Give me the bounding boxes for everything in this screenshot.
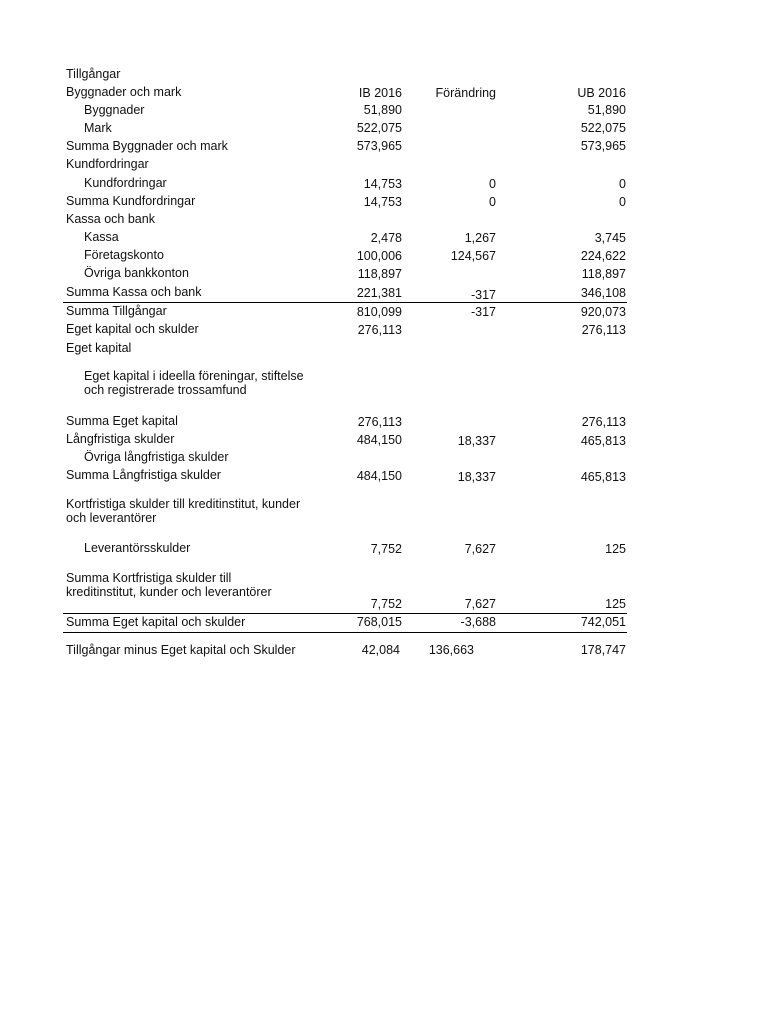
row-label: Mark [84, 121, 112, 135]
multiline-label [66, 571, 272, 599]
row-label: Övriga långfristiga skulder [84, 450, 229, 464]
total-rule [63, 632, 627, 633]
ub-value: 742,051 [580, 615, 626, 629]
ub-value: 3,745 [594, 231, 626, 245]
row-label: Summa Eget kapital [66, 414, 178, 428]
ib-value: 100,006 [356, 249, 402, 263]
ib-value: 522,075 [356, 121, 402, 135]
ib-value: 573,965 [356, 139, 402, 153]
header-ub: UB 2016 [577, 86, 626, 100]
multiline-label [66, 497, 300, 525]
row-label: Leverantörsskulder [84, 541, 191, 555]
ub-value: 0 [619, 177, 626, 191]
row-label: Kundfordringar [66, 157, 149, 171]
row-label: Byggnader och mark [66, 85, 182, 99]
table-row [0, 193, 768, 209]
ib-value: 484,150 [356, 433, 402, 447]
header-ib: IB 2016 [358, 86, 402, 100]
ub-value: 125 [605, 542, 626, 556]
ub-value: 276,113 [581, 415, 626, 429]
table-row [0, 321, 768, 337]
row-label: Byggnader [84, 103, 145, 117]
label-line: kreditinstitut, kunder och leverantörer [66, 585, 272, 599]
sheet-title-row [0, 66, 768, 82]
row-label: Eget kapital [66, 341, 132, 355]
ub-value: 178,747 [580, 643, 626, 657]
label-line: och registrerade trossamfund [84, 383, 247, 397]
change-value: -317 [470, 288, 496, 302]
ib-value: 118,897 [357, 267, 402, 281]
ib-value: 14,753 [363, 195, 402, 209]
table-row [0, 540, 768, 556]
row-label: Summa Kassa och bank [66, 285, 202, 299]
ib-value: 810,099 [356, 305, 402, 319]
row-label: Kundfordringar [84, 176, 167, 190]
change-value: 0 [489, 195, 496, 209]
ub-value: 522,075 [580, 121, 626, 135]
ub-value: 346,108 [580, 286, 626, 300]
row-label: Summa Långfristiga skulder [66, 468, 221, 482]
sheet-title: Tillgångar [66, 67, 121, 81]
row-label: Företagskonto [84, 248, 164, 262]
ub-value: 118,897 [581, 267, 626, 281]
ub-value: 276,113 [581, 323, 626, 337]
table-row [0, 284, 768, 300]
row-label: Summa Byggnader och mark [66, 139, 228, 153]
change-value: 18,337 [457, 434, 496, 448]
table-row [0, 120, 768, 136]
table-row [0, 211, 768, 227]
row-label: Summa Tillgångar [66, 304, 167, 318]
ub-value: 465,813 [580, 434, 626, 448]
change-value: 124,567 [450, 249, 496, 263]
change-value: -3,688 [460, 615, 496, 629]
ub-value: 125 [605, 597, 626, 611]
row-label: Långfristiga skulder [66, 432, 175, 446]
change-value: 7,627 [464, 597, 496, 611]
table-row [0, 247, 768, 263]
table-row [0, 642, 768, 658]
row-label: Summa Eget kapital och skulder [66, 615, 246, 629]
ub-value: 224,622 [580, 249, 626, 263]
table-row [0, 596, 768, 612]
label-line: och leverantörer [66, 511, 157, 525]
ub-value: 573,965 [580, 139, 626, 153]
table-row [0, 84, 768, 100]
row-label: Eget kapital och skulder [66, 322, 199, 336]
ib-value: 7,752 [370, 542, 402, 556]
table-row [0, 229, 768, 245]
change-value: 136,663 [428, 643, 474, 657]
table-row [0, 467, 768, 483]
row-label: Kassa [84, 230, 119, 244]
change-value: 1,267 [464, 231, 496, 245]
ib-value: 276,113 [357, 323, 402, 337]
ib-value: 221,381 [356, 286, 402, 300]
ub-value: 51,890 [587, 103, 626, 117]
table-row [0, 413, 768, 429]
table-row [0, 102, 768, 118]
row-label: Summa Kundfordringar [66, 194, 196, 208]
change-value: 0 [489, 177, 496, 191]
label-line: Eget kapital i ideella föreningar, stiftelse [84, 369, 304, 383]
change-value: 7,627 [464, 542, 496, 556]
ib-value: 768,015 [356, 615, 402, 629]
change-value: -317 [470, 305, 496, 319]
table-row [0, 303, 768, 319]
change-value: 18,337 [457, 470, 496, 484]
table-row [0, 614, 768, 630]
table-row [0, 156, 768, 172]
row-label: Tillgångar minus Eget kapital och Skulder [66, 643, 296, 657]
row-label: Övriga bankkonton [84, 266, 189, 280]
label-line: Summa Kortfristiga skulder till [66, 571, 232, 585]
ib-value: 51,890 [363, 103, 402, 117]
ub-value: 0 [619, 195, 626, 209]
table-row [0, 431, 768, 447]
row-label: Kassa och bank [66, 212, 155, 226]
ib-value: 14,753 [363, 177, 402, 191]
table-row [0, 449, 768, 465]
ub-value: 465,813 [580, 470, 626, 484]
ub-value: 920,073 [580, 305, 626, 319]
table-row [0, 340, 768, 356]
ib-value: 484,150 [356, 469, 402, 483]
ib-value: 276,113 [357, 415, 402, 429]
ib-value: 42,084 [361, 643, 400, 657]
table-row [0, 265, 768, 281]
table-row [0, 175, 768, 191]
ib-value: 2,478 [370, 231, 402, 245]
multiline-label [84, 369, 304, 397]
table-row [0, 138, 768, 154]
header-change: Förändring [435, 86, 496, 100]
label-line: Kortfristiga skulder till kreditinstitut, kunder [66, 497, 301, 511]
ib-value: 7,752 [370, 597, 402, 611]
